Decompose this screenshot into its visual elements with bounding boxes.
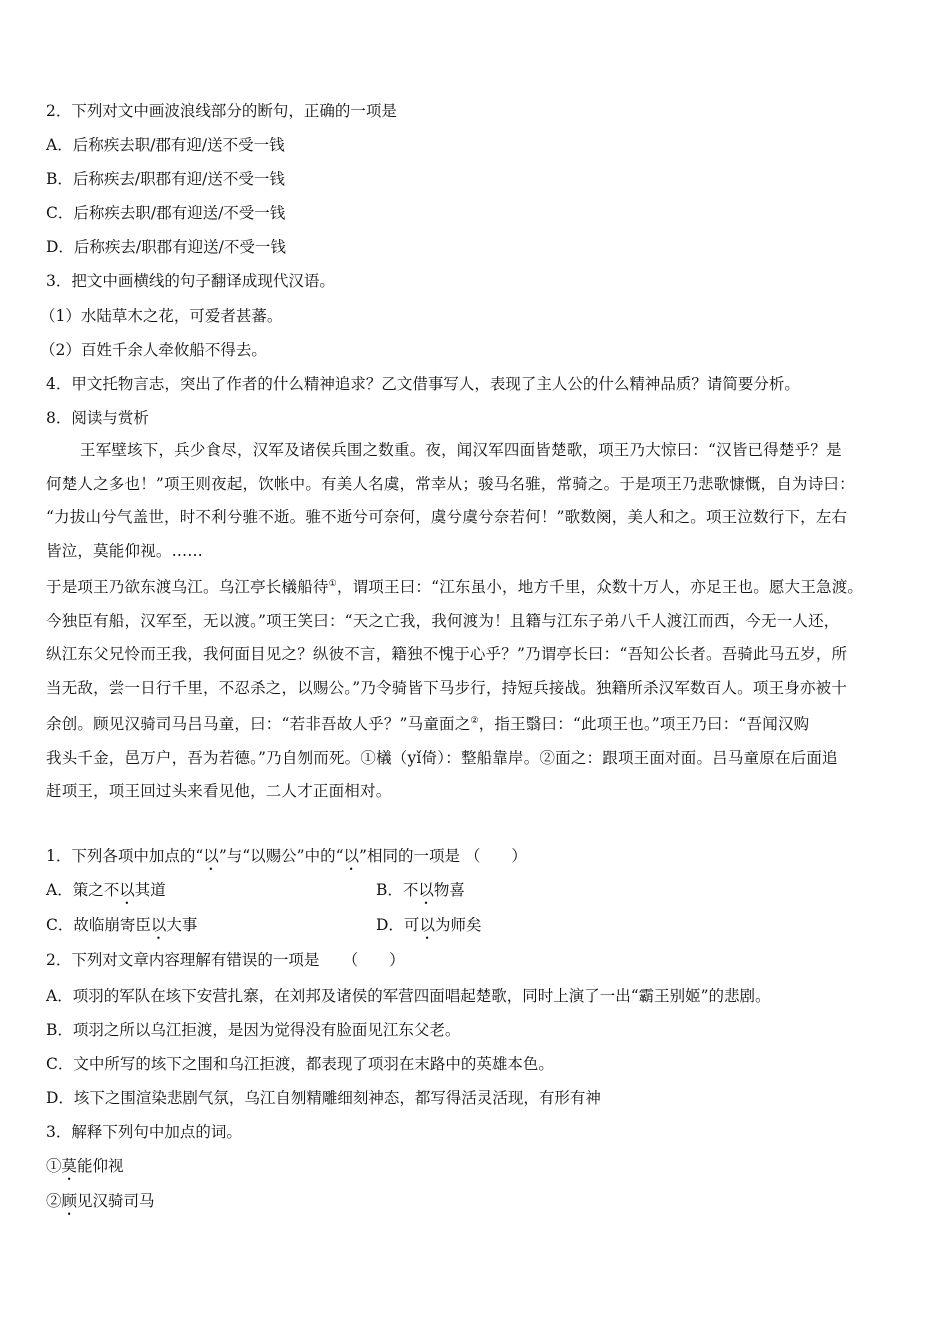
passage-line: 王军壁垓下，兵少食尽，汉军及诸侯兵围之数重。夜，闻汉军四面皆楚歌，项王乃大惊曰：“汉皆已得楚乎？是 (80, 441, 842, 459)
passage-text: ，指王翳曰：“此项王也。”项王乃曰：“吾闻汉购 (478, 715, 810, 734)
option-d: D．后称疾去/职郡有迎送/不受一钱 (46, 238, 286, 256)
section-8-heading: 8．阅读与赏析 (46, 409, 149, 427)
option-a: A．后称疾去职/郡有迎/送不受一钱 (46, 136, 285, 154)
footnote-marker-1: ① (328, 579, 337, 589)
option-text: 为师矣 (434, 916, 482, 934)
dotted-char: 莫 (61, 1157, 78, 1175)
question-8-3: 3．解释下列句中加点的词。 (46, 1123, 242, 1141)
question-2: 2．下列对文中画波浪线部分的断句，正确的一项是 (46, 102, 397, 120)
q3-item-1 (46, 1155, 124, 1184)
passage-line: “力拔山兮气盖世，时不利兮骓不逝。骓不逝兮可奈何，虞兮虞兮奈若何！”歌数阕，美人和之。项王泣数行下，左右 (46, 508, 848, 526)
q2-option-c: C．文中所写的垓下之围和乌江拒渡，都表现了项羽在末路中的英雄本色。 (46, 1055, 554, 1073)
item-marker: ② (46, 1192, 62, 1210)
option-b: B．后称疾去/职郡有迎/送不受一钱 (46, 170, 285, 188)
item-marker: ① (46, 1157, 62, 1175)
dotted-char: 以 (343, 847, 360, 865)
q2-option-d: D．垓下之围渲染悲剧气氛，乌江自刎精雕细刻神态，都写得活灵活现，有形有神 (46, 1089, 601, 1107)
dotted-char: 以 (419, 916, 435, 934)
dotted-char: 以 (150, 916, 167, 934)
question-8-2: 2．下列对文章内容理解有错误的一项是 （ ） (46, 951, 405, 969)
q1-text: ”相同的一项是 （ ） (359, 847, 527, 865)
option-c: C．后称疾去职/郡有迎送/不受一钱 (46, 204, 286, 222)
q1-option-d (376, 914, 481, 943)
option-text: B．不 (376, 881, 419, 899)
passage-line: 皆泣，莫能仰视。…… (46, 541, 204, 560)
option-text: 物喜 (433, 881, 465, 899)
passage-line: 纵江东父兄怜而王我，我何面目见之？纵彼不言，籍独不愧于心乎？”乃谓亭长曰：“吾知公长者。吾骑此马五岁，所 (46, 645, 848, 664)
dotted-char: 以 (119, 881, 135, 899)
passage-line: 今独臣有船，汉军至，无以渡。”项王笑曰：“天之亡我，我何渡为！且籍与江东子弟八千人渡江而西，今无一人还， (46, 611, 840, 630)
passage-line: 我头千金，邑万户，吾为若德。”乃自刎而死。①檥（yǐ倚）：整船靠岸。②面之：跟项王面对面。吕马童原在后面追 (46, 748, 838, 767)
passage-text: ，谓项王曰：“江东虽小，地方千里，众数十万人，亦足王也。愿大王急渡。 (336, 578, 864, 597)
translate-item-1: （1）水陆草木之花，可爱者甚蕃。 (40, 307, 283, 325)
passage-line: 何楚人之多也！”项王则夜起，饮帐中。有美人名虞，常幸从；骏马名骓，常骑之。于是项王乃悲歌慷慨，自为诗曰： (46, 474, 855, 493)
dotted-char: 以 (203, 847, 219, 865)
option-text: A．策之不 (46, 881, 120, 899)
dotted-char: 顾 (61, 1192, 78, 1210)
q1-option-c (46, 914, 197, 943)
option-text: C．故临崩寄臣 (46, 916, 151, 934)
translate-item-2: （2）百姓千余人牵攸船不得去。 (40, 341, 267, 359)
q1-option-a (46, 879, 166, 908)
question-3: 3．把文中画横线的句子翻译成现代汉语。 (46, 272, 335, 290)
item-text: 见汉骑司马 (77, 1192, 155, 1210)
passage-line: 当无敌，尝一日行千里，不忍杀之，以赐公。”乃令骑皆下马步行，持短兵接战。独籍所杀汉军数百人。项王身亦被十 (46, 678, 848, 697)
q3-item-2 (46, 1190, 155, 1219)
footnote-marker-2: ② (470, 716, 479, 727)
option-text: 其道 (134, 881, 166, 899)
passage-text: 余创。顾见汉骑司马吕马童，曰：“若非吾故人乎？”马童面之 (46, 715, 471, 734)
passage-line: 赶项王，项王回过头来看见他，二人才正面相对。 (46, 782, 392, 801)
item-text: 能仰视 (77, 1157, 124, 1175)
question-4: 4．甲文托物言志，突出了作者的什么精神追求？乙文借事写人，表现了主人公的什么精神品质？请简要分析。 (46, 375, 800, 393)
dotted-char: 以 (418, 881, 434, 899)
passage-line (46, 568, 906, 605)
q1-option-b (376, 879, 465, 908)
q1-text: ”与“以赐公”中的“ (218, 847, 344, 865)
q2-option-a: A．项羽的军队在垓下安营扎寨，在刘邦及诸侯的军营四面唱起楚歌，同时上演了一出“霸王别姬”的悲剧。 (46, 987, 771, 1005)
reading-passage (46, 434, 906, 809)
option-text: D．可 (376, 916, 420, 934)
passage-line (46, 705, 906, 742)
q1-text: 1．下列各项中加点的“ (46, 847, 204, 865)
passage-text: 于是项王乃欲东渡乌江。乌江亭长檥船待 (46, 578, 329, 597)
question-8-1 (46, 845, 527, 874)
option-text: 大事 (166, 916, 198, 934)
q2-option-b: B．项羽之所以乌江拒渡，是因为觉得没有脸面见江东父老。 (46, 1021, 461, 1039)
